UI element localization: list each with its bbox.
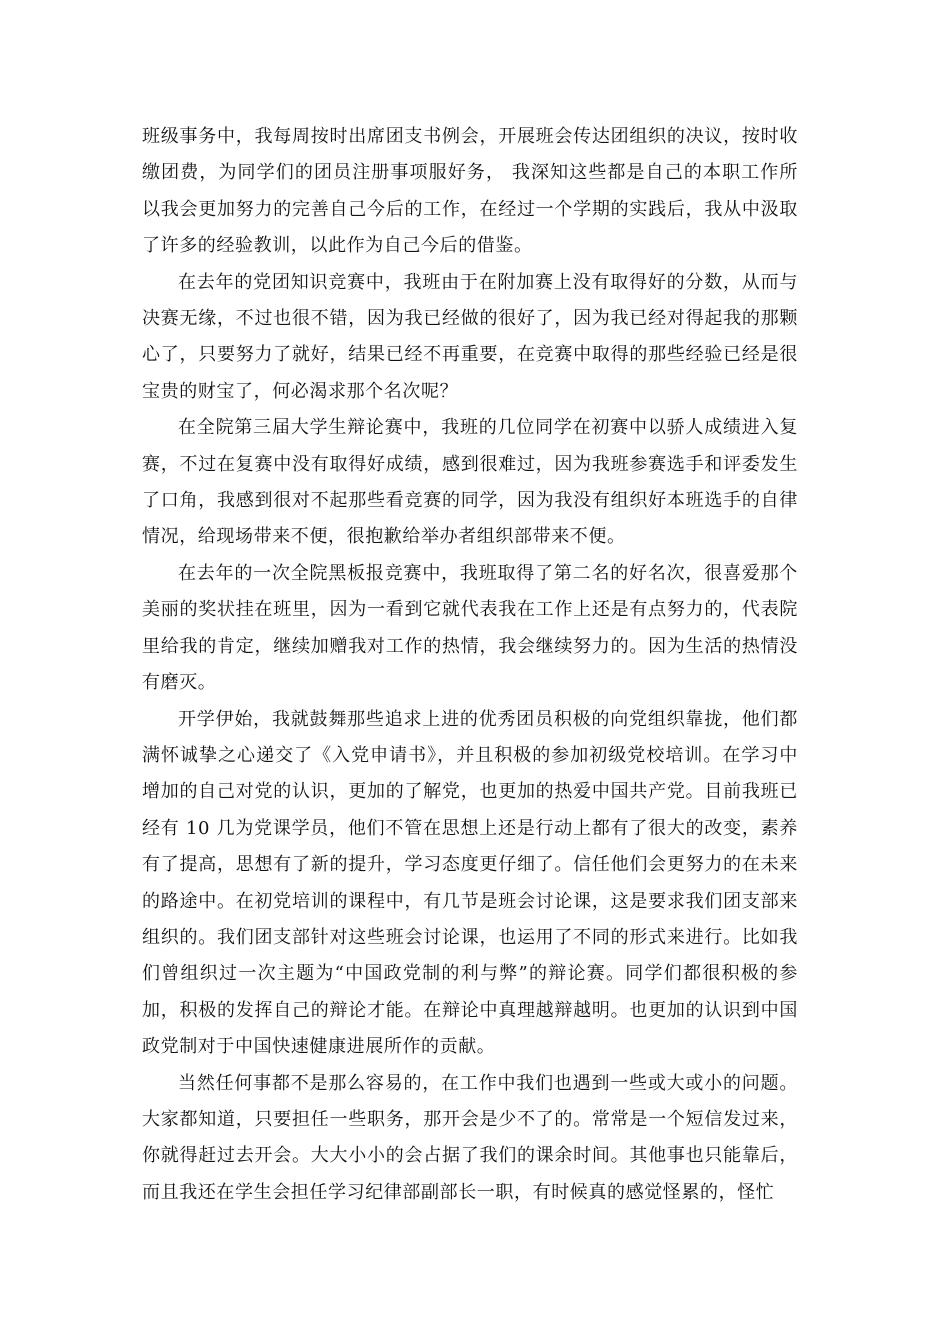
document-body (142, 119, 798, 1211)
paragraph: 当然任何事都不是那么容易的，在工作中我们也遇到一些或大或小的问题。大家都知道，只要担任一些职务，那开会是少不了的。常常是一个短信发过来，你就得赶过去开会。大大小小的会占据了我们的课余时间。其他事也只能靠后，而且我还在学生会担任学习纪律部副部长一职，有时候真的感觉怪累的，怪忙 (142, 1072, 798, 1203)
paragraph: 在去年的党团知识竞赛中，我班由于在附加赛上没有取得好的分数，从而与决赛无缘，不过也很不错，因为我已经做的很好了，因为我已经对得起我的那颗心了，只要努力了就好，结果已经不再重要，在竞赛中取得的那些经验已经是很宝贵的财宝了，何必渴求那个名次呢？ (142, 271, 798, 402)
paragraph: 在全院第三届大学生辩论赛中，我班的几位同学在初赛中以骄人成绩进入复赛，不过在复赛中没有取得好成绩，感到很难过，因为我班参赛选手和评委发生了口角，我感到很对不起那些看竞赛的同学，因为我没有组织好本班选手的自律情况，给现场带来不便，很抱歉给举办者组织部带来不便。 (142, 417, 798, 548)
paragraph: 开学伊始，我就鼓舞那些追求上进的优秀团员积极的向党组织靠拢，他们都满怀诚挚之心递交了《入党申请书》，并且积极的参加初级党校培训。在学习中增加的自己对党的认识，更加的了解党，也更加的热爱中国共产党。目前我班已经有 10 几为党课学员，他们不管在思想上还是行动上都有了很大的改变，素养有了提高，思想有了新的提升，学习态度更仔细了。信任他们会更努力的在未来的路途中。在初党培训的课程中，有几节是班会讨论课，这是要求我们团支部来组织的。我们团支部针对这些班会讨论课，也运用了不同的形式来进行。比如我们曾组织过一次主题为“中国政党制的利与弊”的辩论赛。同学们都很积极的参加，积极的发挥自己的辩论才能。在辩论中真理越辩越明。也更加的认识到中国政党制对于中国快速健康进展所作的贡献。 (142, 708, 798, 1058)
paragraph: 班级事务中，我每周按时出席团支书例会，开展班会传达团组织的决议，按时收缴团费，为同学们的团员注册事项服好务， 我深知这些都是自己的本职工作所以我会更加努力的完善自己今后的工作，在经过一个学期的实践后，我从中汲取了许多的经验教训，以此作为自己今后的借鉴。 (142, 126, 798, 257)
paragraph: 在去年的一次全院黑板报竞赛中，我班取得了第二名的好名次，很喜爱那个美丽的奖状挂在班里，因为一看到它就代表我在工作上还是有点努力的，代表院里给我的肯定，继续加赠我对工作的热情，我会继续努力的。因为生活的热情没有磨灭。 (142, 562, 798, 694)
